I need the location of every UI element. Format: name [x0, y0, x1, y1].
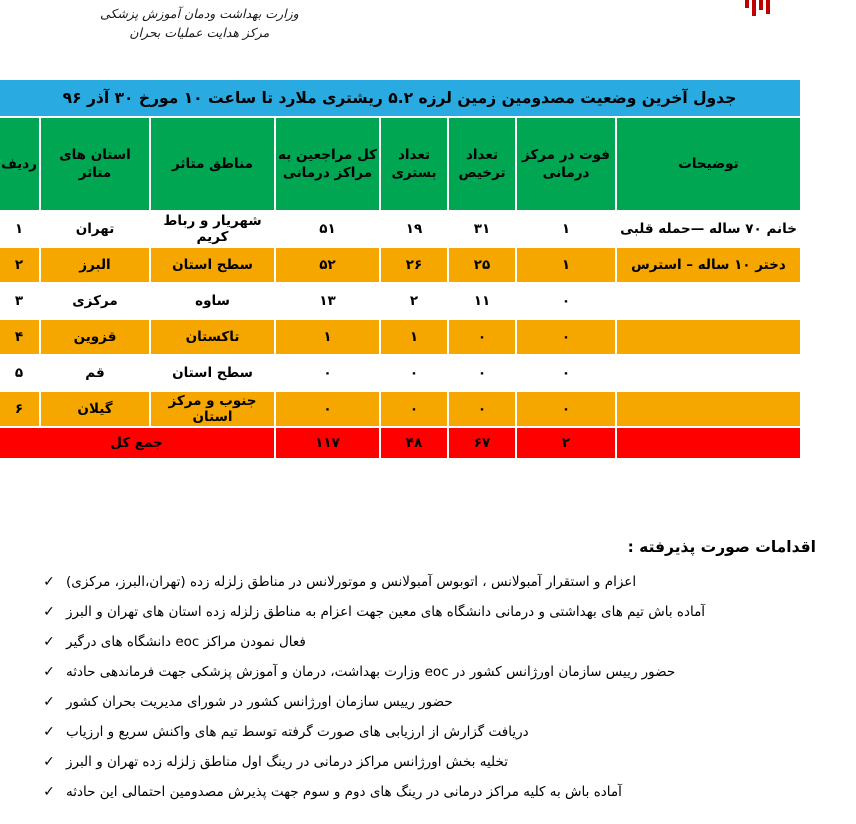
action-text: آماده باش تیم های بهداشتی و درمانی دانشگاه های معین جهت اعزام به مناطق زلزله زده استان های تهران و البرز	[66, 604, 706, 620]
total-label: جمع کل	[0, 427, 275, 459]
column-header-index: ردیف	[0, 117, 40, 211]
total-admitted: ۴۸	[380, 427, 448, 459]
action-text: حضور رییس سازمان اورژانس کشور در شورای مدیریت بحران کشور	[66, 694, 453, 710]
cell-admitted: ۲۶	[380, 247, 448, 283]
cell-area: جنوب و مرکز استان	[150, 391, 275, 427]
cell-notes: دختر ۱۰ ساله – استرس	[616, 247, 801, 283]
list-item	[36, 572, 816, 593]
column-header-visits: کل مراجعین به مراکز درمانی	[275, 117, 380, 211]
list-item	[36, 602, 816, 623]
cell-discharged: ۰	[448, 319, 516, 355]
column-header-discharged: تعداد ترخیص	[448, 117, 516, 211]
list-item	[36, 722, 816, 743]
cell-visits: ۰	[275, 391, 380, 427]
cell-index: ۵	[0, 355, 40, 391]
cell-area: شهریار و رباط کریم	[150, 211, 275, 247]
list-item	[36, 782, 816, 803]
check-mark-icon: ✓	[43, 754, 55, 770]
cell-index: ۶	[0, 391, 40, 427]
cell-deaths: ۱	[516, 247, 616, 283]
document-header	[0, 0, 856, 62]
cell-index: ۳	[0, 283, 40, 319]
table-header-row	[0, 117, 801, 211]
cell-admitted: ۲	[380, 283, 448, 319]
column-header-admitted: تعداد بستری	[380, 117, 448, 211]
cell-discharged: ۰	[448, 355, 516, 391]
cell-area: سطح استان	[150, 247, 275, 283]
org-line-2: مرکز هدایت عملیات بحران	[129, 25, 270, 41]
list-item	[36, 662, 816, 683]
action-text: دریافت گزارش از ارزیابی های صورت گرفته توسط تیم های واکنش سریع و ارزیاب	[66, 724, 529, 740]
total-visits: ۱۱۷	[275, 427, 380, 459]
cell-discharged: ۱۱	[448, 283, 516, 319]
check-mark-icon: ✓	[43, 664, 55, 680]
cell-province: مرکزی	[40, 283, 150, 319]
casualty-table-container	[1, 78, 802, 460]
table-total-row	[0, 427, 801, 459]
check-mark-icon: ✓	[43, 574, 55, 590]
casualty-table	[0, 78, 802, 460]
cell-area: تاکستان	[150, 319, 275, 355]
action-text: اعزام و استقرار آمبولانس ، اتوبوس آمبولانس و موتورلانس در مناطق زلزله زده (تهران،البرز، مرکزی)	[66, 574, 637, 590]
cell-visits: ۰	[275, 355, 380, 391]
cell-deaths: ۰	[516, 319, 616, 355]
table-title-row	[0, 79, 801, 117]
list-item	[36, 632, 816, 653]
action-text: فعال نمودن مراکز eoc دانشگاه های درگیر	[66, 634, 306, 650]
cell-notes	[616, 391, 801, 427]
cell-deaths: ۱	[516, 211, 616, 247]
column-header-provinces: استان های متاثر	[40, 117, 150, 211]
check-mark-icon: ✓	[43, 604, 55, 620]
total-deaths: ۲	[516, 427, 616, 459]
cell-index: ۲	[0, 247, 40, 283]
cell-discharged: ۲۵	[448, 247, 516, 283]
actions-list	[36, 572, 816, 803]
actions-title: اقدامات صورت پذیرفته :	[627, 538, 816, 556]
cell-visits: ۵۱	[275, 211, 380, 247]
cell-discharged: ۰	[448, 391, 516, 427]
column-header-notes: توضیحات	[616, 117, 801, 211]
cell-visits: ۱	[275, 319, 380, 355]
red-bars-logo-icon	[744, 0, 770, 16]
cell-discharged: ۳۱	[448, 211, 516, 247]
cell-admitted: ۰	[380, 391, 448, 427]
cell-notes: خانم ۷۰ ساله —حمله قلبی	[616, 211, 801, 247]
check-mark-icon: ✓	[43, 724, 55, 740]
total-notes	[616, 427, 801, 459]
total-discharged: ۶۷	[448, 427, 516, 459]
cell-deaths: ۰	[516, 391, 616, 427]
cell-province: قزوین	[40, 319, 150, 355]
cell-visits: ۵۲	[275, 247, 380, 283]
cell-province: تهران	[40, 211, 150, 247]
cell-notes	[616, 355, 801, 391]
cell-deaths: ۰	[516, 355, 616, 391]
cell-province: البرز	[40, 247, 150, 283]
table-row	[0, 355, 801, 391]
list-item	[36, 692, 816, 713]
table-row	[0, 211, 801, 247]
check-mark-icon: ✓	[43, 634, 55, 650]
org-line-1: وزارت بهداشت ودمان آموزش پزشکی	[100, 6, 299, 21]
action-text: آماده باش به کلیه مراکز درمانی در رینگ های دوم و سوم جهت پذیرش مصدومین احتمالی این حادثه	[66, 784, 622, 800]
table-row	[0, 391, 801, 427]
cell-index: ۱	[0, 211, 40, 247]
check-mark-icon: ✓	[43, 694, 55, 710]
cell-province: گیلان	[40, 391, 150, 427]
cell-deaths: ۰	[516, 283, 616, 319]
list-item	[36, 752, 816, 773]
table-row	[0, 283, 801, 319]
cell-area: ساوه	[150, 283, 275, 319]
column-header-areas: مناطق متاثر	[150, 117, 275, 211]
cell-admitted: ۰	[380, 355, 448, 391]
column-header-deaths: فوت در مرکز درمانی	[516, 117, 616, 211]
cell-area: سطح استان	[150, 355, 275, 391]
cell-province: قم	[40, 355, 150, 391]
cell-admitted: ۱۹	[380, 211, 448, 247]
table-title: جدول آخرین وضعیت مصدومین زمین لرزه ۵.۲ ریشتری ملارد تا ساعت ۱۰ مورخ ۳۰ آذر ۹۶	[0, 79, 801, 117]
cell-index: ۴	[0, 319, 40, 355]
actions-section	[36, 538, 816, 812]
cell-admitted: ۱	[380, 319, 448, 355]
table-row	[0, 319, 801, 355]
cell-visits: ۱۳	[275, 283, 380, 319]
check-mark-icon: ✓	[43, 784, 55, 800]
table-row	[0, 247, 801, 283]
action-text: حضور رییس سازمان اورژانس کشور در eoc وزارت بهداشت، درمان و آموزش پزشکی جهت فرماندهی حادثه	[66, 664, 676, 680]
cell-notes	[616, 283, 801, 319]
cell-notes	[616, 319, 801, 355]
action-text: تخلیه بخش اورژانس مراکز درمانی در رینگ اول مناطق زلزله زده تهران و البرز	[66, 754, 508, 770]
letterhead	[100, 4, 299, 43]
